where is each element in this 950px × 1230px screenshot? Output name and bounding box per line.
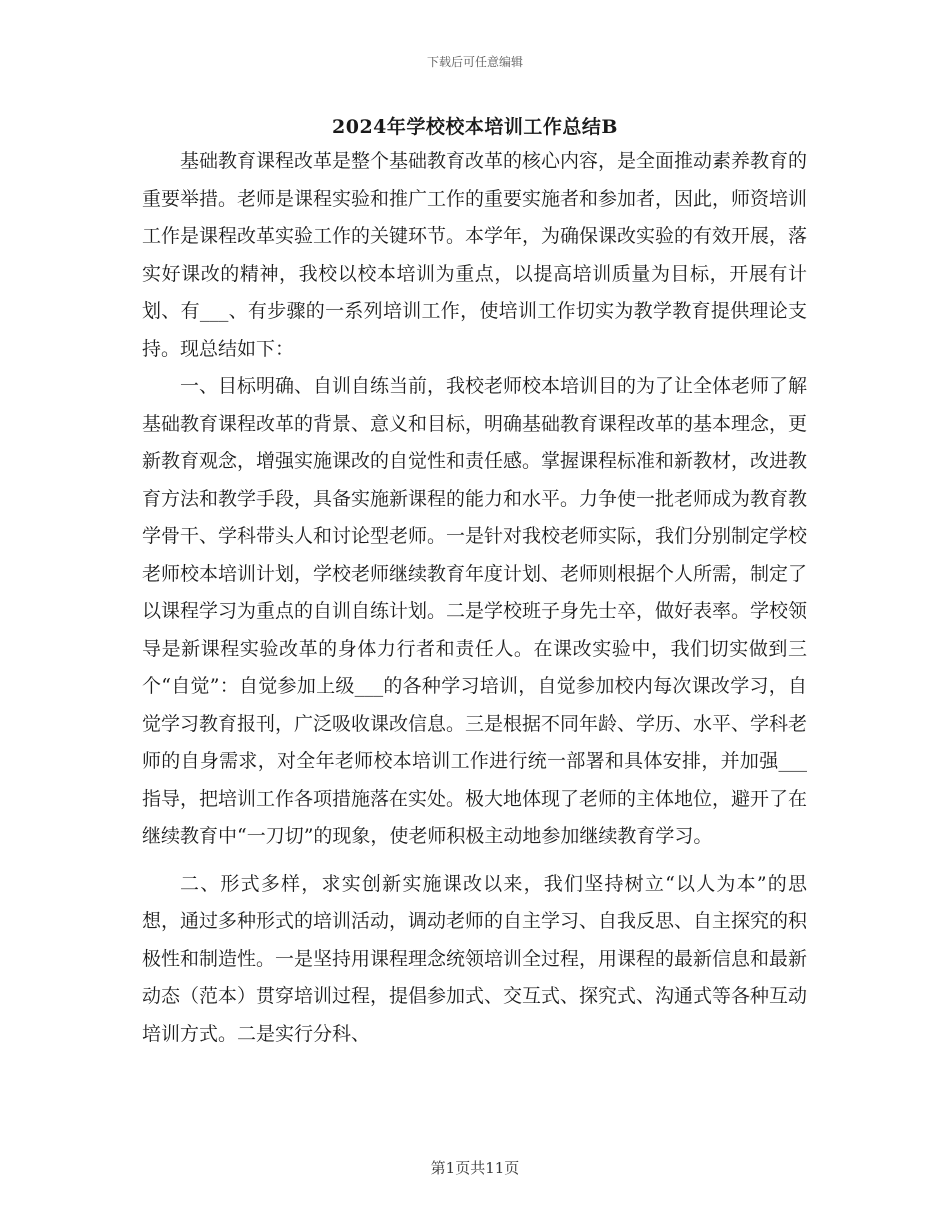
header-note: 下载后可任意编辑 [426, 55, 523, 69]
document-title: 2024年学校校本培训工作总结B [332, 116, 618, 138]
paragraph-intro: 基础教育课程改革是整个基础教育改革的核心内容，是全面推动素养教育的重要举措。老师是课程实验和推广工作的重要实施者和参加者，因此，师资培训工作是课程改革实验工作的关键环节。本学年，为确保课改实验的有效开展，落实好课改的精神，我校以校本培训为重点，以提高培训质量为目标，开展有计划、有___、有步骤的一系列培训工作，使培训工作切实为教学教育提供理论支持。现总结如下： [142, 150, 808, 360]
document-body [142, 143, 807, 1053]
paragraph-section-1: 一、目标明确、自训自练当前，我校老师校本培训目的为了让全体老师了解基础教育课程改革的背景、意义和目标，明确基础教育课程改革的基本理念，更新教育观念，增强实施课改的自觉性和责任感。掌握课程标准和新教材，改进教育方法和教学手段，具备实施新课程的能力和水平。力争使一批老师成为教育教学骨干、学科带头人和讨论型老师。一是针对我校老师实际，我们分别制定学校老师校本培训计划，学校老师继续教育年度计划、老师则根据个人所需，制定了以课程学习为重点的自训自练计划。二是学校班子身先士卒，做好表率。学校领导是新课程实验改革的身体力行者和责任人。在课改实验中，我们切实做到三个“自觉”：自觉参加上级___的各种学习培训，自觉参加校内每次课改学习，自觉学习教育报刊，广泛吸收课改信息。三是根据不同年龄、学历、水平、学科老师的自身需求，对全年老师校本培训工作进行统一部署和具体安排，并加强___指导，把培训工作各项措施落在实处。极大地体现了老师的主体地位，避开了在继续教育中“一刀切”的现象，使老师积极主动地参加继续教育学习。 [142, 375, 808, 847]
paragraph-section-2: 二、形式多样，求实创新实施课改以来，我们坚持树立“以人为本”的思想，通过多种形式的培训活动，调动老师的自主学习、自我反思、自主探究的积极性和制造性。一是坚持用课程理念统领培训全过程，用课程的最新信息和最新动态（范本）贯穿培训过程，提倡参加式、交互式、探究式、沟通式等各种互动培训方式。二是实行分科、 [142, 872, 808, 1045]
page-number: 第1页共11页 [430, 1159, 520, 1177]
